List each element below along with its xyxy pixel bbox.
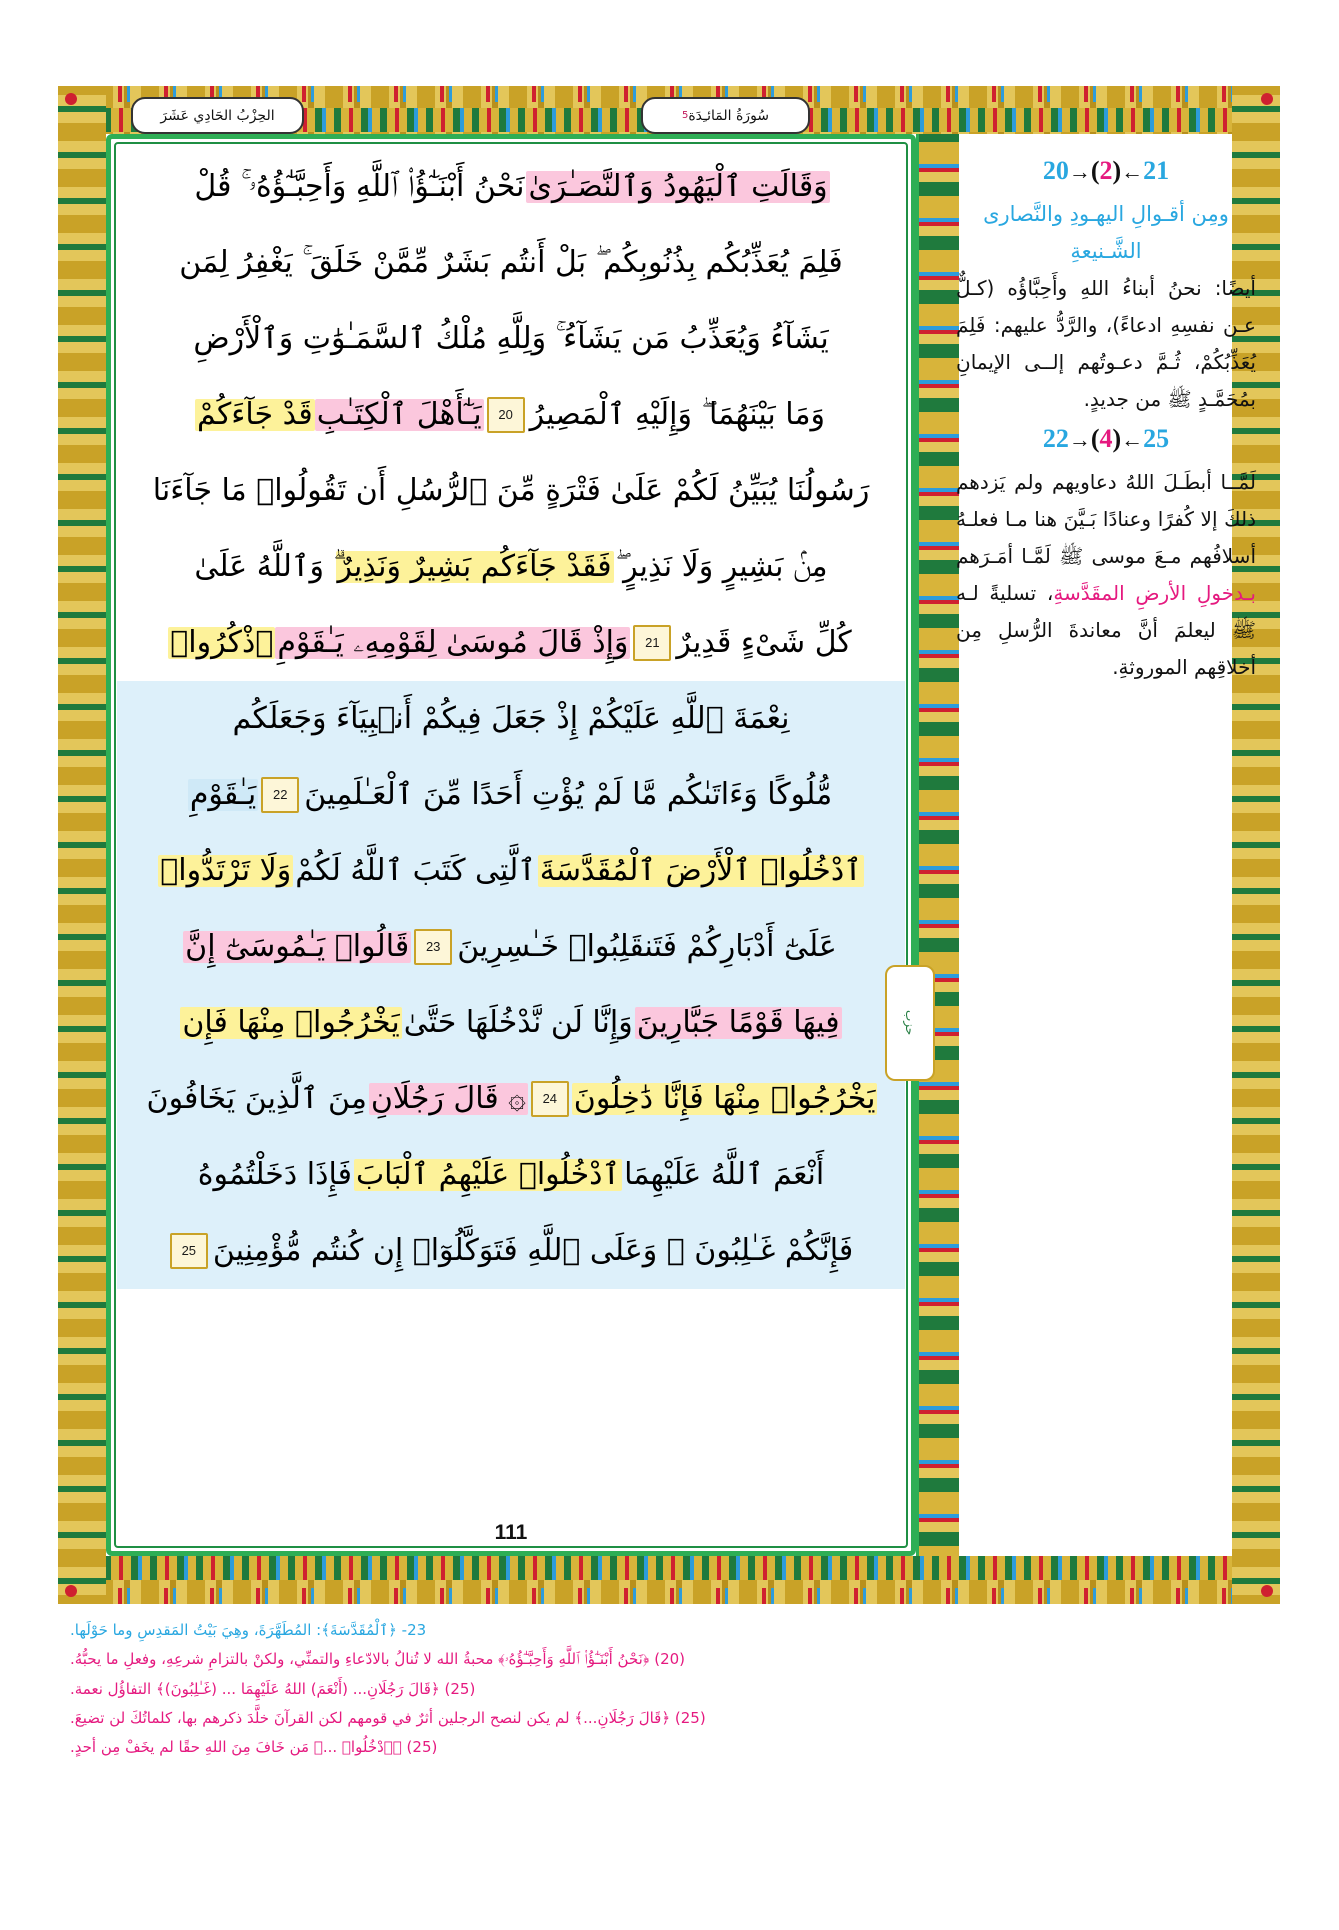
quran-text-segment: مُّلُوكًا وَءَاتَىٰكُم مَّا لَمْ يُؤْتِ أَحَدًا مِّنَ ٱلْعَـٰلَمِينَ: [304, 777, 833, 812]
footnote-line: (20) ﴿نَحْنُ أَبْنَـٰٓؤُا۟ ٱللَّهِ وَأَحِبَّـٰٓؤُهُۥ﴾ محبةُ الله لا تُنالُ بالادّعاءِ والتمنِّي، ولكنْ بالتزامِ شرعِهِ، وفعلِ ما يحبُّهُ.: [70, 1650, 686, 1669]
hizb-label-cartouche: [131, 97, 304, 134]
corner-floret-top-right: [1254, 86, 1280, 112]
hizb-quarter-marker: [885, 965, 935, 1081]
quran-line: [117, 225, 905, 301]
quran-text-segment: أَنْعَمَ ٱللَّهُ عَلَيْهِمَا: [624, 1157, 825, 1192]
quran-line: [117, 453, 905, 529]
ayah-number-medallion: 20: [487, 397, 525, 433]
quran-text-segment: مِنۢ بَشِيرٍ وَلَا نَذِيرٍ ۖ: [615, 549, 828, 584]
quran-text-segment: ۞ قَالَ رَجُلَانِ: [370, 1081, 526, 1116]
quran-text-segment: مِنَ ٱلَّذِينَ يَخَافُونَ: [146, 1081, 367, 1116]
surah-number: 5: [681, 110, 689, 121]
arrow-left-icon: ←: [1121, 426, 1144, 452]
quran-text-segment: ٱذْكُرُوا۟: [170, 625, 274, 660]
ayah-range-to: 22: [1042, 423, 1069, 453]
quran-text-segment: وَإِذْ قَالَ مُوسَىٰ لِقَوْمِهِۦ يَـٰقَوْمِ: [277, 625, 629, 660]
quran-text-segment: فَلِمَ يُعَذِّبُكُم بِذُنُوبِكُم ۖ بَلْ أَنتُم بَشَرٌ مِّمَّنْ خَلَقَ ۚ يَغْفِرُ لِمَن: [179, 245, 843, 280]
border-ornament-left: [58, 86, 106, 1604]
quran-text-segment: ٱدْخُلُوا۟ ٱلْأَرْضَ ٱلْمُقَدَّسَةَ: [539, 853, 862, 888]
ayah-range-from: 21: [1143, 156, 1170, 185]
tafsir-body: لَمَّــا أبطَـلَ اللهُ دعاويهم ولم يَزدهم ذلكَ إلا كُفرًا وعنادًا بَـيَّنَ هنا مـا فعلـهُ أسلافُهم مـعَ موسى ﷺ لَمَّـا أمَـرَهم بـدخولِ الأرضِ المقَدَّسةِ، تسليةً لـه ﷺ ليعلمَ أنَّ معاندةَ الرُّسلِ مِن أخلاقِهم الموروثةِ.: [956, 469, 1256, 679]
quran-line: [117, 909, 905, 985]
quran-text-segment: وَقَالَتِ ٱلْيَهُودُ وَٱلنَّصَـٰرَىٰ: [528, 169, 828, 204]
quran-text-segment: يَـٰٓأَهْلَ ٱلْكِتَـٰبِ: [316, 397, 482, 432]
ayah-number-medallion: 23: [414, 929, 452, 965]
quran-line: [117, 605, 905, 681]
tafsir-body: أيضًا: نحنُ أبناءُ اللهِ وأَحِبَّاؤُه (كـلٌّ عـن نفسِهِ ادعاءً)، والرَّدُّ عليهم: فَلِمَ يُعَذِّبُكُمْ، ثُـمَّ دعـوتُهم إلــى الإيمانِ بمُحَمَّـدٍ ﷺ من جديدٍ.: [956, 275, 1256, 411]
quran-line: [117, 681, 905, 757]
quran-text-segment: يَشَآءُ وَيُعَذِّبُ مَن يَشَآءُ ۚ وَلِلَّهِ مُلْكُ ٱلسَّمَـٰوَٰتِ وَٱلْأَرْضِ: [193, 321, 829, 356]
hizb-label: الحِزْبُ الحَادِي عَشَرَ: [160, 107, 275, 124]
quran-line: [117, 1061, 905, 1137]
ayah-number-medallion: 21: [633, 625, 671, 661]
footnote-line: (25) ﴿قَالَ رَجُلَانِ... (أَنْعَمَ) اللهُ عَلَيْهِمَا ... (غَـٰلِبُونَ)﴾ التفاؤُل نعمة.: [70, 1679, 476, 1698]
quran-line: [117, 301, 905, 377]
corner-floret-bottom-right: [1254, 1578, 1280, 1604]
arrow-right-icon: →: [1068, 426, 1091, 452]
surah-label: سُورَةُ المَائـِدَة: [688, 107, 770, 124]
ayah-number-medallion: 25: [170, 1233, 208, 1269]
quran-text-segment: نَحْنُ أَبْنَـٰٓؤُا۟ ٱللَّهِ وَأَحِبَّـٰٓؤُهُۥ ۚ قُلْ: [194, 169, 525, 204]
footnotes-section: [70, 1616, 1270, 1762]
quran-text-segment: يَـٰقَوْمِ: [189, 777, 257, 812]
footnote-line: 23- ﴿ٱلْمُقَدَّسَةَ﴾: المُطَهَّرَةَ، وهِيَ بَيْتُ المَقدِسِ وما حَوْلَها.: [70, 1621, 427, 1639]
quran-line: [117, 757, 905, 833]
quran-line: [117, 985, 905, 1061]
quran-text-frame: [106, 134, 916, 1556]
quran-text-segment: فَإِذَا دَخَلْتُمُوهُ: [197, 1157, 352, 1192]
ayah-range-count: 2: [1099, 156, 1113, 185]
ayah-range-count: 4: [1099, 423, 1113, 453]
footnote-line: (25) ﴿ٱدْخُلُوا۟ ...﴾ مَن خَافَ مِنَ اللهِ حقًا لم يخَفْ مِن أحدٍ.: [70, 1738, 438, 1756]
tafsir-block: [956, 156, 1256, 418]
quran-text-segment: وَإِنَّا لَن نَّدْخُلَهَا حَتَّىٰ: [403, 1005, 633, 1040]
quran-line: [117, 529, 905, 605]
surah-label-cartouche: [641, 97, 810, 134]
tafsir-block: [956, 424, 1256, 686]
quran-text-segment: وَمَا بَيْنَهُمَا ۖ وَإِلَيْهِ ٱلْمَصِيرُ: [529, 397, 825, 432]
ayah-range-from: 25: [1143, 423, 1170, 453]
quran-text-segment: فِيهَا قَوْمًا جَبَّارِينَ: [636, 1005, 840, 1040]
quran-text-segment: كُلِّ شَىْءٍ قَدِيرٌ: [676, 625, 852, 660]
quran-text-segment: يَخْرُجُوا۟ مِنْهَا فَإِن: [182, 1005, 400, 1040]
quran-text-segment: قَالُوا۟ يَـٰمُوسَىٰٓ إِنَّ: [185, 929, 410, 964]
quran-text-segment: وَلَا تَرْتَدُّوا۟: [160, 853, 292, 888]
quran-line: [117, 833, 905, 909]
quran-line: [117, 377, 905, 453]
quran-text-segment: قَدْ جَآءَكُمْ: [197, 397, 313, 432]
quran-text-segment: عَلَىٰٓ أَدْبَارِكُمْ فَتَنقَلِبُوا۟ خَـٰسِرِينَ: [457, 929, 837, 964]
quran-text-segment: رَسُولُنَا يُبَيِّنُ لَكُمْ عَلَىٰ فَتْرَةٍ مِّنَ ٱلرُّسُلِ أَن تَقُولُوا۟ مَا جَآءَنَا: [152, 473, 870, 508]
footnote-line: (25) ﴿قَالَ رَجُلَانِ...﴾ لم يكن لنصح الرجلين أثرٌ في قومهم لكن القرآنَ خلَّدَ ذكرهم بها، كلماتُكَ لن تضيعَ.: [70, 1708, 706, 1727]
arrow-right-icon: →: [1068, 159, 1091, 184]
border-ornament-bottom: [58, 1556, 1280, 1604]
ayah-range-indicator: 25←(4)→22: [1042, 423, 1170, 453]
hizb-marker-label: حزب: [903, 1010, 917, 1036]
quran-text-segment: نِعْمَةَ ٱللَّهِ عَلَيْكُمْ إِذْ جَعَلَ فِيكُمْ أَنۢبِيَآءَ وَجَعَلَكُم: [232, 701, 790, 736]
quran-text-segment: يَخْرُجُوا۟ مِنْهَا فَإِنَّا دَٰخِلُونَ: [573, 1081, 876, 1116]
quran-text-segment: ۗ وَٱللَّهُ عَلَىٰ: [194, 549, 334, 584]
ayah-number-medallion: 24: [531, 1081, 569, 1117]
ayah-range-to: 20: [1042, 156, 1069, 185]
arrow-left-icon: ←: [1121, 159, 1144, 184]
quran-text-segment: ٱلَّتِى كَتَبَ ٱللَّهُ لَكُمْ: [295, 853, 536, 888]
corner-floret-top-left: [58, 86, 84, 112]
quran-line: [117, 1213, 905, 1289]
quran-line: [117, 1137, 905, 1213]
quran-lines-container: [117, 149, 905, 1289]
tafsir-sidebar: [956, 150, 1256, 1550]
quran-text-segment: فَإِنَّكُمْ غَـٰلِبُونَ ۚ وَعَلَى ٱللَّهِ فَتَوَكَّلُوٓا۟ إِن كُنتُم مُّؤْمِنِينَ: [212, 1233, 854, 1268]
tafsir-heading: ومِن أقـوالِ اليهـودِ والنَّصارى الشَّـنيعةِ: [983, 202, 1229, 263]
quran-text-segment: فَقَدْ جَآءَكُم بَشِيرٌ وَنَذِيرٌ: [337, 549, 612, 584]
ayah-range-indicator: 21←(2)→20: [1042, 156, 1170, 185]
quran-line: [117, 149, 905, 225]
page-number: 111: [494, 1521, 528, 1544]
corner-floret-bottom-left: [58, 1578, 84, 1604]
quran-text-segment: ٱدْخُلُوا۟ عَلَيْهِمُ ٱلْبَابَ: [355, 1157, 621, 1192]
ayah-number-medallion: 22: [261, 777, 299, 813]
inner-ornament-column: [916, 134, 959, 1556]
